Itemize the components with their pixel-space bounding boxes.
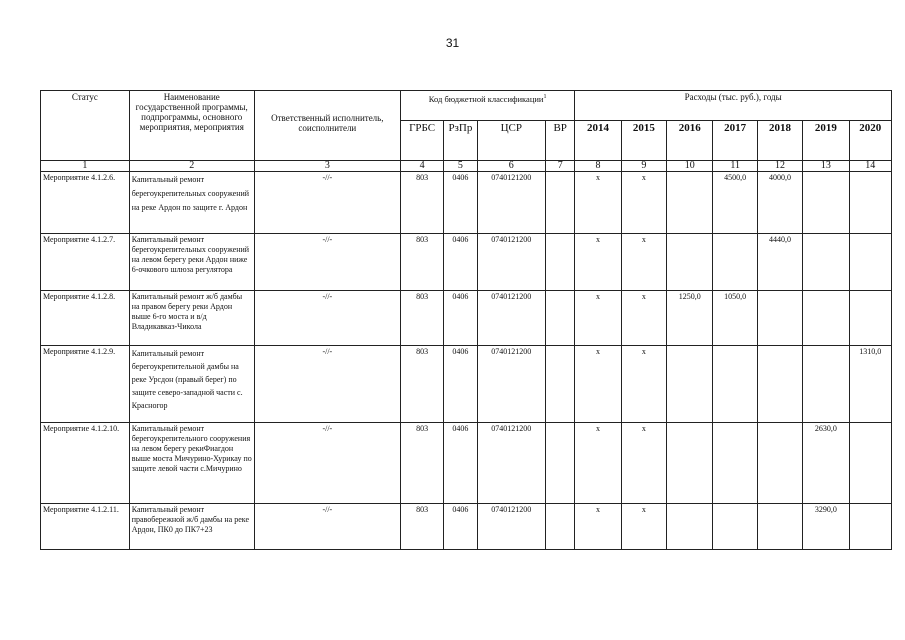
row-2018: 4440,0 [757,234,802,291]
row-vr [546,423,575,504]
header-vr: ВР [546,121,575,161]
column-number: 11 [713,161,757,172]
row-2017: 4500,0 [713,172,757,234]
row-grbs: 803 [400,291,443,346]
table-row [41,291,892,346]
row-2015: х [621,234,666,291]
row-executor: -//- [254,346,400,423]
header-budget-code-footnote: 1 [543,94,547,100]
column-number: 7 [546,161,575,172]
row-rzpr: 0406 [444,423,477,504]
column-number: 1 [41,161,130,172]
page-number: 31 [445,36,460,50]
row-executor: -//- [254,504,400,550]
row-rzpr: 0406 [444,172,477,234]
row-grbs: 803 [400,423,443,504]
row-executor: -//- [254,291,400,346]
header-budget-code [400,91,574,121]
row-2015: х [621,346,666,423]
row-name: Капитальный ремонт ж/б дамбы на правом берегу реки Ардон выше 6-го моста и в/д Владикавказ-Чикола [129,291,254,346]
row-2014: х [575,234,621,291]
header-year-2015: 2015 [621,121,666,161]
column-number: 14 [849,161,891,172]
row-2014: х [575,504,621,550]
row-2017: 1050,0 [713,291,757,346]
row-2015: х [621,172,666,234]
header-budget-code-label: Код бюджетной классификации [428,93,544,104]
header-grbs: ГРБС [400,121,443,161]
row-2020 [849,172,891,234]
table-row [41,504,892,550]
header-program-name: Наименование государственной программы, подпрограммы, основного мероприятия, мероприятия [129,91,254,161]
column-number: 6 [477,161,546,172]
row-name: Капитальный ремонт берегоукрепительных сооружений на реке Ардон по защите г. Ардон [129,172,254,234]
row-grbs: 803 [400,172,443,234]
column-number: 4 [400,161,443,172]
row-2014: х [575,291,621,346]
row-status: Мероприятие 4.1.2.8. [41,291,130,346]
row-2018 [757,291,802,346]
row-csr: 0740121200 [477,172,546,234]
budget-table [40,90,892,550]
row-status: Мероприятие 4.1.2.6. [41,172,130,234]
row-2018 [757,346,802,423]
row-2019 [803,346,849,423]
row-status: Мероприятие 4.1.2.9. [41,346,130,423]
row-2020 [849,234,891,291]
row-2018: 4000,0 [757,172,802,234]
row-2020 [849,423,891,504]
row-2020: 1310,0 [849,346,891,423]
header-rzpr: РзПр [444,121,477,161]
row-2016 [667,504,713,550]
header-year-2020: 2020 [849,121,891,161]
row-rzpr: 0406 [444,291,477,346]
row-2019 [803,291,849,346]
table-row [41,172,892,234]
row-grbs: 803 [400,234,443,291]
column-number: 3 [254,161,400,172]
row-name: Капитальный ремонт берегоукрепительных сооружений на левом берегу реки Ардон ниже 6-очкового шлюза регулятора [129,234,254,291]
column-number: 12 [757,161,802,172]
row-2019 [803,172,849,234]
header-year-2017: 2017 [713,121,757,161]
row-2014: х [575,172,621,234]
row-grbs: 803 [400,504,443,550]
column-numbers-row [41,161,892,172]
header-expenses: Расходы (тыс. руб.), годы [575,91,892,121]
row-2017 [713,234,757,291]
row-vr [546,172,575,234]
row-2014: х [575,346,621,423]
column-number: 9 [621,161,666,172]
row-csr: 0740121200 [477,423,546,504]
row-2017 [713,423,757,504]
header-year-2018: 2018 [757,121,802,161]
row-vr [546,346,575,423]
column-number: 2 [129,161,254,172]
row-name: Капитальный ремонт правобережной ж/б дамбы на реке Ардон, ПК0 до ПК7+23 [129,504,254,550]
row-csr: 0740121200 [477,346,546,423]
row-vr [546,504,575,550]
column-number: 5 [444,161,477,172]
row-vr [546,234,575,291]
row-csr: 0740121200 [477,291,546,346]
header-year-2019: 2019 [803,121,849,161]
row-2020 [849,291,891,346]
row-2019: 2630,0 [803,423,849,504]
row-rzpr: 0406 [444,346,477,423]
row-2017 [713,346,757,423]
row-2016 [667,423,713,504]
row-name: Капитальный ремонт берегоукрепительной дамбы на реке Урсдон (правый берег) по защите северо-западной части с. Красногор [129,346,254,423]
row-status: Мероприятие 4.1.2.11. [41,504,130,550]
row-rzpr: 0406 [444,234,477,291]
row-2017 [713,504,757,550]
row-executor: -//- [254,234,400,291]
header-status: Статус [41,91,130,161]
row-2019: 3290,0 [803,504,849,550]
row-2015: х [621,291,666,346]
row-status: Мероприятие 4.1.2.10. [41,423,130,504]
row-name: Капитальный ремонт берегоукрепительного сооружения на левом берегу рекиФиагдон выше моста Мичурино-Хурикау по защите левой части с.Мичурино [129,423,254,504]
header-csr: ЦСР [477,121,546,161]
column-number: 10 [667,161,713,172]
row-2019 [803,234,849,291]
header-year-2016: 2016 [667,121,713,161]
table-row [41,234,892,291]
row-2018 [757,423,802,504]
row-2016: 1250,0 [667,291,713,346]
row-csr: 0740121200 [477,504,546,550]
header-executor: Ответственный исполнитель, соисполнители [254,91,400,161]
row-2020 [849,504,891,550]
header-year-2014: 2014 [575,121,621,161]
row-2014: х [575,423,621,504]
row-2016 [667,346,713,423]
row-executor: -//- [254,172,400,234]
row-rzpr: 0406 [444,504,477,550]
row-vr [546,291,575,346]
row-status: Мероприятие 4.1.2.7. [41,234,130,291]
row-2015: х [621,504,666,550]
table-row [41,346,892,423]
row-2016 [667,234,713,291]
table-row [41,423,892,504]
row-executor: -//- [254,423,400,504]
row-2016 [667,172,713,234]
row-2018 [757,504,802,550]
row-2015: х [621,423,666,504]
column-number: 13 [803,161,849,172]
row-grbs: 803 [400,346,443,423]
row-csr: 0740121200 [477,234,546,291]
column-number: 8 [575,161,621,172]
